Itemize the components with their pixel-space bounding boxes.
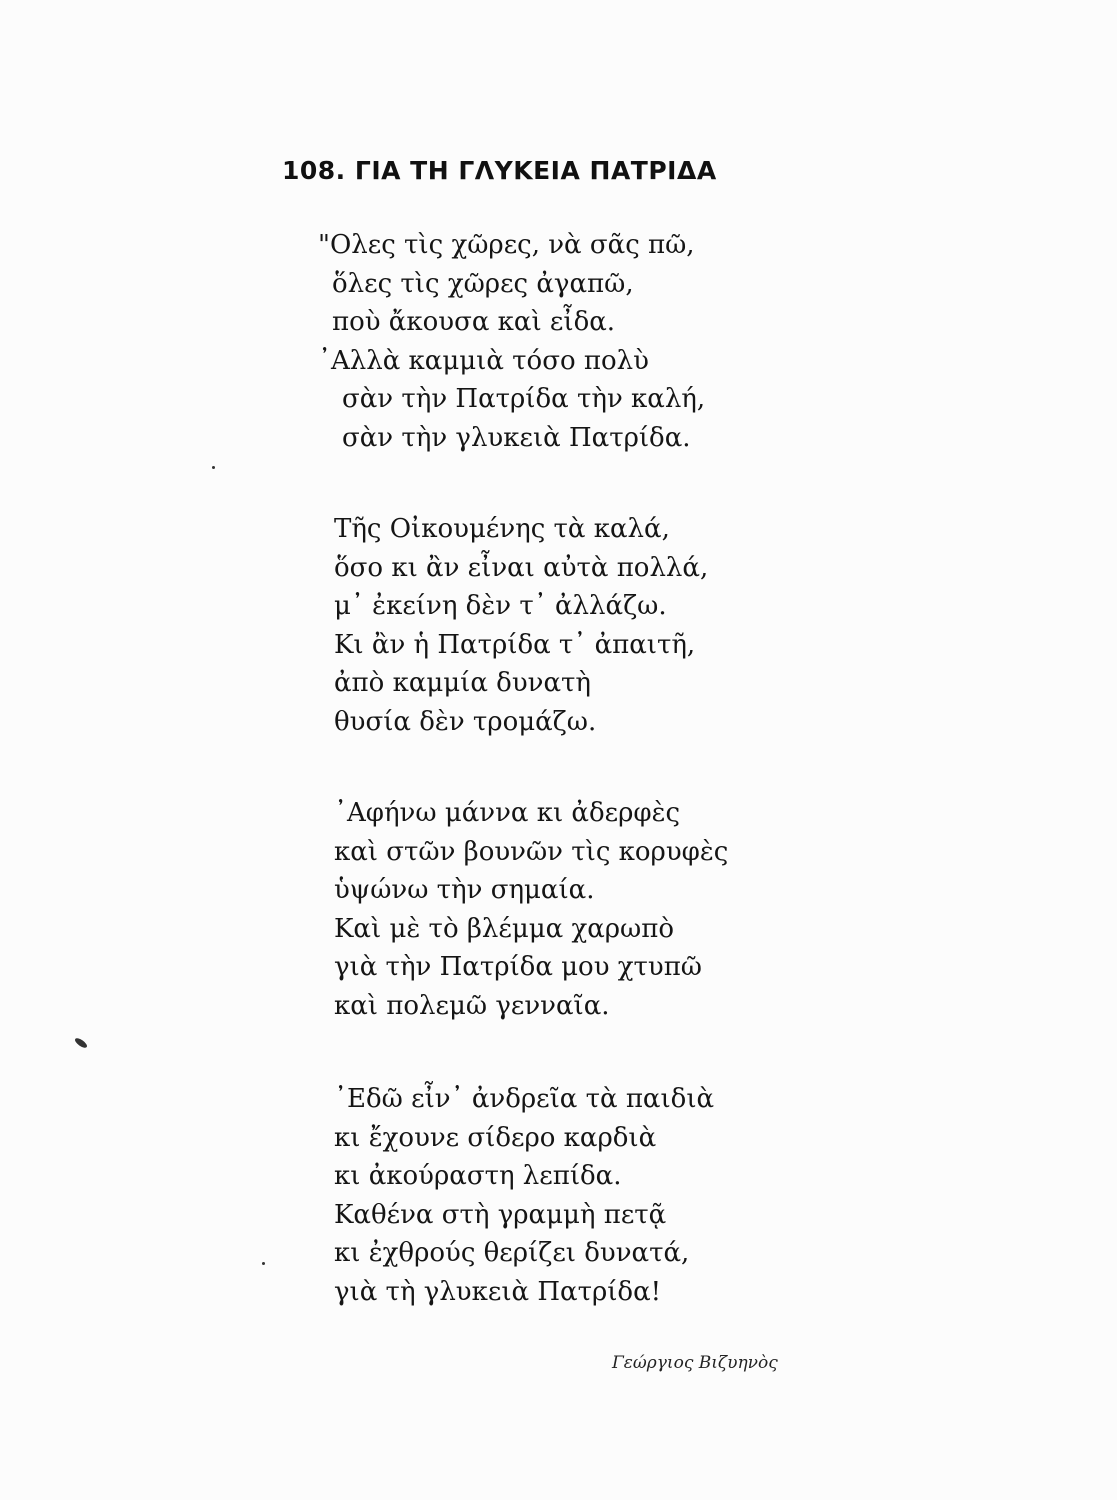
poem-line: ᾿Αφήνω μάννα κι ἀδερφὲς xyxy=(334,798,681,828)
stanza-3 xyxy=(318,794,838,1025)
poem-line: γιὰ τὴν Πατρίδα μου χτυπῶ xyxy=(334,952,703,982)
poem-line: γιὰ τὴ γλυκειὰ Πατρίδα! xyxy=(334,1276,662,1307)
poem-line: Καὶ μὲ τὸ βλέμμα χαρωπὸ xyxy=(334,913,674,944)
poem-line: ὅσο κι ἂν εἶναι αὐτὰ πολλά, xyxy=(334,552,709,583)
poem-line: "Ολες τὶς χῶρες, νὰ σᾶς πῶ, xyxy=(318,230,695,260)
poem-line: Κι ἂν ἡ Πατρίδα τ᾿ ἀπαιτῆ, xyxy=(334,629,696,660)
poem-line: κι ἐχθρούς θερίζει δυνατά, xyxy=(334,1238,690,1268)
poem-line: μ᾿ ἐκείνη δὲν τ᾿ ἀλλάζω. xyxy=(334,591,667,621)
scan-speck xyxy=(74,1037,89,1050)
poem-line: ὑψώνω τὴν σημαία. xyxy=(334,875,595,905)
stanza-2 xyxy=(318,510,838,741)
poem-line: ὅλες τὶς χῶρες ἀγαπῶ, xyxy=(332,268,634,299)
poem-line: ᾿Εδῶ εἶν᾿ ἀνδρεῖα τὰ παιδιὰ xyxy=(334,1084,715,1114)
poem-line: ἀπὸ καμμία δυνατὴ xyxy=(334,668,591,698)
poem-line: Τῆς Οἰκουμένης τὰ καλά, xyxy=(334,514,670,544)
poem-line: κι ἀκούραστη λεπίδα. xyxy=(334,1161,622,1191)
poem-line: καὶ πολεμῶ γενναῖα. xyxy=(334,990,610,1021)
stanza-1 xyxy=(318,226,838,457)
poem-line: κι ἔχουνε σίδερο καρδιὰ xyxy=(334,1122,657,1153)
poem-title: 108. ΓΙΑ ΤΗ ΓΛΥΚΕΙΑ ΠΑΤΡΙΔΑ xyxy=(282,156,717,185)
scan-speck xyxy=(212,466,215,469)
scan-speck xyxy=(262,1262,265,1265)
poem-line: Καθένα στὴ γραμμὴ πετᾷ xyxy=(334,1199,667,1230)
stanza-4 xyxy=(318,1080,838,1311)
poem-line: σὰν τὴν γλυκειὰ Πατρίδα. xyxy=(342,422,691,453)
poem-line: καὶ στῶν βουνῶν τὶς κορυφὲς xyxy=(334,836,729,867)
poem-line: ποὺ ἄκουσα καὶ εἶδα. xyxy=(332,307,616,337)
author-signature: Γεώργιος Βιζυηνὸς xyxy=(612,1353,778,1373)
poem-line: θυσία δὲν τρομάζω. xyxy=(334,706,597,737)
poem-line: σὰν τὴν Πατρίδα τὴν καλή, xyxy=(342,384,706,414)
poem-line: ᾿Αλλὰ καμμιὰ τόσο πολὺ xyxy=(318,345,649,376)
